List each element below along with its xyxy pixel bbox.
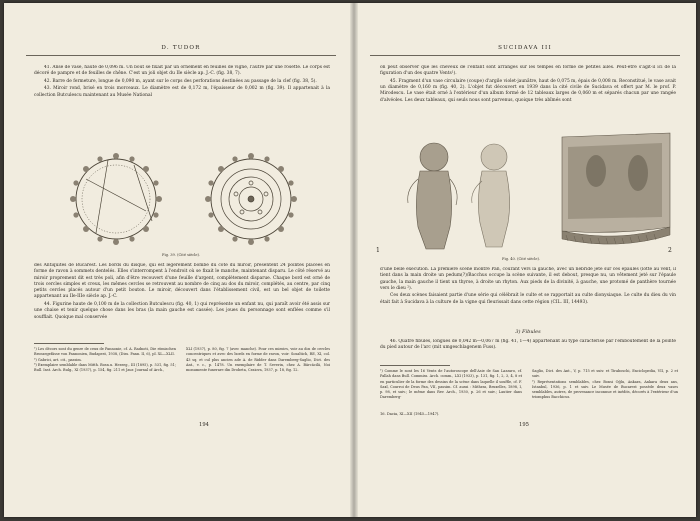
paragraph: 46. Quatre fibules, longues de 0,042 m—0,067 m (fig. 41, 1—4) appartenant au type caractérisé par l'emboutement de la pointe du pied autour de l'arc (mit umgeschlagenem Fuss). — [380, 339, 676, 351]
text-block-bottom — [380, 339, 676, 363]
figure-marker-2: 2 — [668, 247, 672, 254]
running-head: D. TUDOR — [161, 45, 201, 51]
paragraph: on peut observer que les cheveux de l'enfant sont arrangés sur les tempes en forme de petites ailes. Peut-être s'agit-il ici de la figuration d'un des quatre Vents¹). — [380, 65, 676, 77]
figure-mirror — [46, 149, 326, 249]
footnote: ²) Gabrici, art. cit., passim. — [34, 357, 82, 362]
paragraph: des Antiquités de Bucarest. Les bords du disque, qui est légèrement bombé du côté du miroir, présentent 24 pointes placées en forme de ravon à sommets dentelés. Elles s'interrompent à l'endroit où se fixait le manche, maintenant disparu. Le côté réservé au miroir proprement dit est très poli, afin d'être recouvert d'une feuille d'argent, complètement disparue. Chaque bord est orné de trois cercles simples et creux, les mêmes cercles se retrouvent au nombre de cinq au dos du miroir, complétés, au centre, par cinq petits cercles placés autour d'un petit bouton. Le miroir, découvert dans l'établissement civil, est un bel objet de toilette appartenant au IIe-IIIe siècle ap. J.-C. — [34, 263, 330, 300]
text-block-top — [380, 65, 676, 131]
text-block-bottom — [34, 263, 330, 337]
footnote: XLI (1937), p. 80, fig. 7 (avec manche). Pour ces miroirs, voir au dos de cercles concentriques et avec des bords en forme de ravon, voir: Sosaltich, RE, XI, col. 43 sq. et cul plus ancien ade A. de Ridder dans Daremberg-Saglio, Dict. des Ant., v. c., p. 1478. Un exemplaire de T. Severin, chez A. Bărcăcilă, Noi monumente funerare din Drobeta, Craiova, 1937, p. 18, fig. 12. — [186, 347, 330, 373]
figure-marker-1: 1 — [376, 247, 380, 254]
figure-figurine-and-vase — [386, 131, 674, 255]
footnote: Saglio, Dict. des Ant., V, p. 715 et suiv. et Tiraboschi, Enciclopedia, VII, p. 2 et suiv. — [532, 369, 678, 379]
footnote: ¹) Les décors sont du genre de ceux de Pannonie, cf. A. Radnoti, Die römischen Bronzegefässe von Pannonien, Budapest, 1938, (Diss. Pann. II, 6), pl. XL—XLII. — [34, 347, 176, 357]
footnote: ³) Exemplaire semblable dans Mitth. Bosn.u. Herzeg., III (1895), p. 531, fig. 51; Bull. Inst. Arch. Bulg., XI (1937), p. 154, fig. 211 et Jaur. Journal of Arch., — [34, 362, 176, 373]
footnotes-column-b — [186, 347, 330, 411]
book-spread — [4, 3, 696, 517]
header-rule — [370, 55, 680, 56]
footnotes-column-a — [380, 369, 522, 411]
right-page — [358, 3, 696, 517]
footnote-rule — [34, 343, 104, 344]
text-block-middle — [380, 267, 676, 323]
section-title: 3) Fibules — [515, 329, 541, 335]
footnotes-column-a — [34, 347, 176, 411]
paragraph: 42. Barre de fermeture, longue de 0,090 m, ayant sur le corps des perforations destinées au passage de la clef (fig. 38, 5). — [44, 78, 317, 84]
paragraph: d'une belle exécution. La première scène montre Pan, courant vers la gauche, avec un nébride jeté sur ces épaules (lotte au vent, il tient dans la main droite un pedum(?)/Bacchus occupe la scène suivante, il est debout, presque nu, un vêtement jeté sur l'épaule gauche, la main gauche il tient un thyrse, à droite un rhyton. Aux pieds de la divinité, à gauche, une protomé de panthère tournée vers le dieu ²). — [380, 267, 676, 291]
figure-caption: Fig. 40. (Cité siècle). — [502, 257, 541, 261]
paragraph: 41. Anse de vase, haute de 0,096 m. Un bout se fixait par un ornement en feuilles de vigne, l'autre par une rosette. Le corps est décoré de pampre et de feuilles de chêne. C'est un joli objet du IIe siècle ap. J.-C. (fig. 38, 7). — [34, 65, 330, 77]
journal-footnote: 16. Dacia, XI—XII (1945—1947). — [380, 412, 440, 416]
running-head: SUCIDAVA III — [498, 45, 552, 51]
page-number: 194 — [199, 422, 209, 428]
footnote: ²) Représentations semblables, chez Bonsi Oğlu, Ankara, Ankara deux ans, Istanbul, 1936, p. 1 et suiv. Le Musée de Bucarest possède deux vases semblables, autres, de provenance inconnue et inédits, décorés à l'extérieur d'un triomphus Bacchicus. — [532, 379, 678, 400]
figure-photo — [386, 131, 674, 255]
paragraph: 45. Fragment d'un vase circulaire (coupe) d'argile violet-jaunâtre, haut de 0,075 m, épais de 0,008 m. Reconstitué, le vase avait un diamètre de 0,160 m (fig. 40, 2). L'objet fut découvert en 1939 dans la cité civile de Sucidava et offert par M. le prof. P. Mirodescu. Le vase était orné à l'extérieur d'un album formé de 12 tableaux larges de 0,060 m et séparés chacun par une rangée d'alvéoles. Les deux tableaux, qui seuls nous sont parvenus, quoique très abîmés sont — [380, 78, 676, 103]
figure-caption: Fig. 39. (Cité siècle). — [162, 253, 201, 257]
mirror-drawings — [46, 149, 326, 249]
paragraph: Ces deux scènes faisaient partie d'une série qui célébrait le culte et se rapportait au culte dionysiaque. Le culte du dieu du vin était fait à Sucidava à la culture de la vigne qui fleurissait dans cette région (CIL. III, 14493). — [380, 293, 676, 305]
page-number: 195 — [519, 422, 529, 428]
footnote: ¹) Comme le sont les 16 Vents de l'autoroscope dell'Asie de San Lazzaro, cf. Pallah dans Bull. Commiss. Arch. comm., LXI (1933), p. 131, fig. 1, 2, 3, 4, 8 et en particulier de la forme des dessins de la scène dans laquelle il souffle, cf. F. Saxl, Courroi de Deus Pan, VII, passim. Cf. aussi : Mithras, Bruxelles, 1898, I, p. 98, et suiv.; le même dans Rev. Arch., 1930, p. 26 et suiv.; Lautier dans Daremberg- — [380, 369, 522, 400]
header-rule — [26, 55, 336, 56]
book-gutter — [350, 3, 358, 517]
text-block-top — [34, 65, 330, 145]
paragraph: 44. Figurine haute de 0,100 m de la collection Butculescu (fig. 40, 1) qui représente un enfant nu, qui paraît avoir été assis sur une chaise et tenir quelque chose dans les bras (la main gauche est cassée). Les joues du personnage sont enflées comme s'il soufflait. Quoique mal conservée — [34, 301, 330, 320]
paragraph: 43. Miroir rond, brisé en trois morceaux. Le diamètre est de 0,172 m, l'épaisseur de 0,002 m (fig. 39). Il appartenait à la collection Butculescu maintenant au Musée National — [34, 86, 330, 98]
footnote-rule — [380, 365, 450, 366]
left-page — [4, 3, 350, 517]
footnotes-column-b — [532, 369, 678, 411]
